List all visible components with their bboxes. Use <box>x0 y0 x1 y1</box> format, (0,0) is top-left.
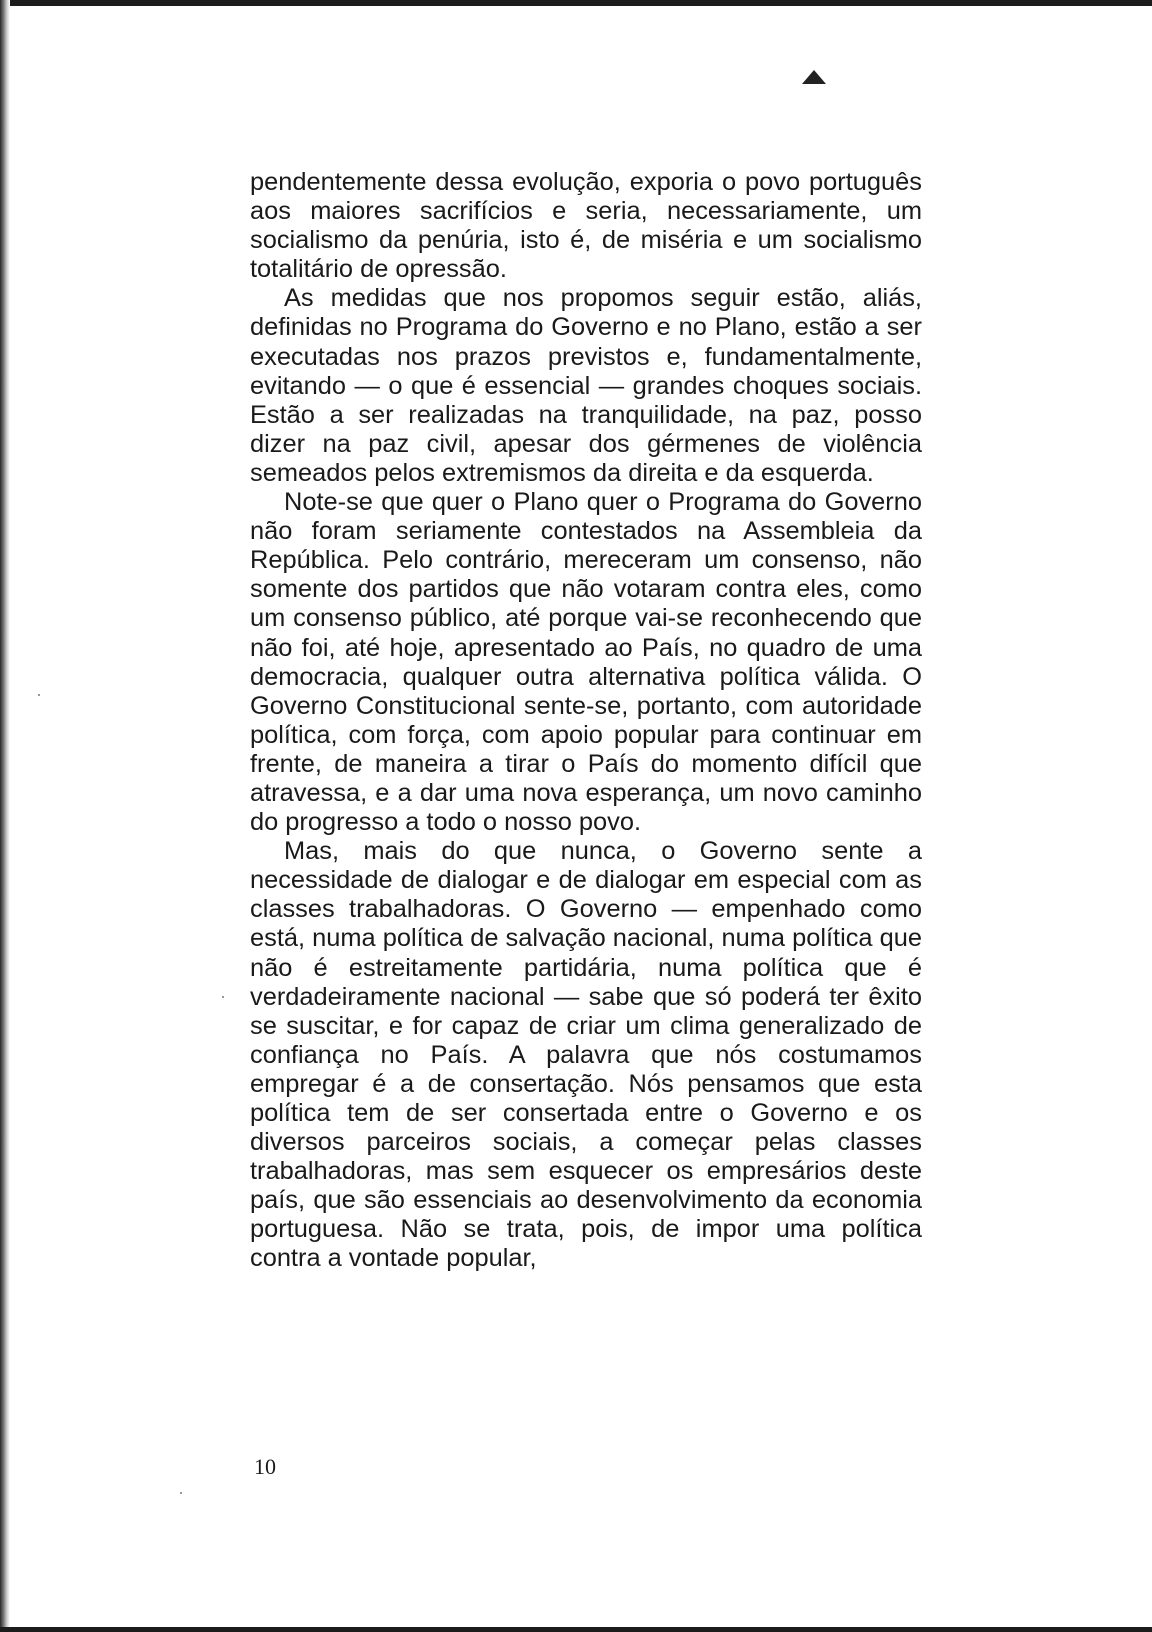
scan-speck <box>38 694 40 696</box>
page-number: 10 <box>254 1454 276 1479</box>
scan-edge-top <box>0 0 1152 6</box>
body-text <box>250 168 922 1274</box>
paragraph-3: Note-se que quer o Plano quer o Programa do Governo não foram seriamente contestados na Assembleia da República. Pelo contrário, mereceram um consenso, não somente dos partidos que não votaram contra eles, como um consenso público, até porque vai-se reconhecendo que não foi, até hoje, apresentado ao País, no quadro de uma democracia, qualquer outra alternativa política válida. O Governo Constitucional sente-se, portanto, com autoridade política, com força, com apoio popular para continuar em frente, de maneira a tirar o País do momento difícil que atravessa, e a dar uma nova esperança, um novo caminho do progresso a todo o nosso povo. <box>250 488 922 837</box>
scan-edge-bottom <box>0 1627 1152 1632</box>
scan-speck <box>222 996 224 998</box>
paragraph-4: Mas, mais do que nunca, o Governo sente a necessidade de dialogar e de dialogar em especial com as classes trabalhadoras. O Governo — empenhado como está, numa política de salvação nacional, numa política que não é estreitamente partidária, numa política que é verdadeiramente nacional — sabe que só poderá ter êxito se suscitar, e for capaz de criar um clima generalizado de confiança no País. A palavra que nós costumamos empregar é a de consertação. Nós pensamos que esta política tem de ser consertada entre o Governo e os diversos parceiros sociais, a começar pelas classes trabalhadoras, mas sem esquecer os empresários deste país, que são essenciais ao desenvolvimento da economia portuguesa. Não se trata, pois, de impor uma política contra a vontade popular, <box>250 837 922 1273</box>
printer-mark-icon <box>802 70 826 84</box>
paragraph-2: As medidas que nos propomos seguir estão, aliás, definidas no Programa do Governo e no Plano, estão a ser executadas nos prazos previstos e, fundamentalmente, evitando — o que é essencial — grandes choques sociais. Estão a ser realizadas na tranquilidade, na paz, posso dizer na paz civil, apesar dos gérmenes de violência semeados pelos extremismos da direita e da esquerda. <box>250 284 922 487</box>
scan-edge-left <box>0 0 10 1632</box>
paragraph-1: pendentemente dessa evolução, exporia o povo português aos maiores sacrifícios e seria, necessariamente, um socialismo da penúria, isto é, de miséria e um socialismo totalitário de opressão. <box>250 168 922 284</box>
scan-speck <box>180 1492 182 1494</box>
